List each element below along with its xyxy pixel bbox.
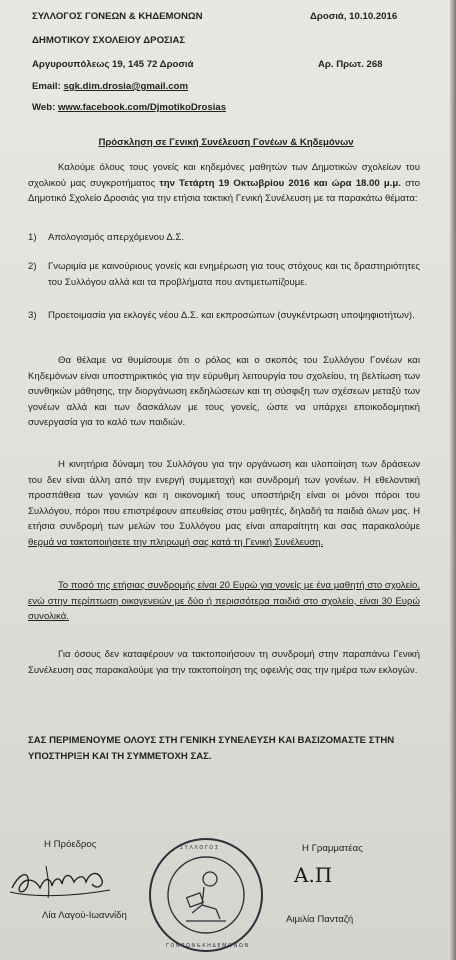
- agenda-item: [28, 308, 420, 324]
- meeting-datetime: την Τετάρτη 19 Οκτωβρίου 2016 και ώρα 18.00 μ.μ.: [159, 177, 401, 189]
- web-link[interactable]: www.facebook.com/DjmotikoDrosias: [57, 102, 227, 113]
- president-name: Λία Λαγού-Ιωαννίδη: [42, 910, 127, 921]
- agenda-text: Γνωριμία με καινούριους γονείς και ενημέρωση για τους στόχους και τις δραστηριότητες του Συλλόγου αλλά και τα προβλήματα που αντιμετωπίζουμε.: [48, 261, 420, 288]
- funding-request: θερμά να τακτοποιήσετε την πληρωμή σας κατά τη Γενική Συνέλευση.: [28, 536, 324, 548]
- letterhead-email-row: [32, 80, 188, 94]
- email-label: Email:: [32, 81, 61, 92]
- letterhead-address: Αργυρουπόλεως 19, 145 72 Δροσιά: [32, 59, 194, 70]
- funding-paragraph: [28, 457, 420, 550]
- agenda-number: 2): [28, 261, 37, 272]
- association-stamp: [146, 835, 266, 955]
- intro-paragraph: [28, 160, 420, 207]
- president-signature: [6, 858, 116, 902]
- svg-text:Γ Ο Ν Ε Ω Ν & Κ Η Δ Ε Μ Ο Ν: Γ Ο Ν Ε Ω Ν & Κ Η Δ Ε Μ Ο Ν Ω Ν: [166, 943, 249, 949]
- document-subject: Πρόσκληση σε Γενική Συνέλευση Γονέων & Κηδεμόνων: [98, 137, 354, 148]
- agenda-number: 3): [28, 310, 37, 321]
- place-date: Δροσιά, 10.10.2016: [310, 11, 398, 22]
- svg-text:Σ Υ Λ Λ Ο Γ Ο Σ: Σ Υ Λ Λ Ο Γ Ο Σ: [180, 845, 218, 851]
- agenda-text: Προετοιμασία για εκλογές νέου Δ.Σ. και εκπροσώπων (συγκέντρωση υποψηφιοτήτων).: [48, 310, 415, 321]
- arrears-paragraph: Για όσους δεν καταφέρουν να τακτοποιήσουν τη συνδρομή στην παραπάνω Γενική Συνέλευση σας παρακαλούμε για την τακτοποίηση της οφειλής σας την ημέρα των εκλογών.: [28, 649, 420, 676]
- web-label: Web:: [32, 102, 56, 113]
- funding-text: Η κινητήρια δύναμη του Συλλόγου για την οργάνωση και υλοποίηση των δράσεων του δεν είναι άλλη από την ενεργή συμμετοχή και συνδρομή των γονέων. Η εθελοντική προσπάθεια των γονιών και η οικονομική τους υποστήριξη είναι οι μόνοι πόροι του Συλλόγου, πόροι που επιστρέφουν απευθείας στου μαθητές, δηλαδή τα παιδιά όλων μας. Η ετήσια συνδρομή των μελών του Συλλόγου μας είναι απαραίτητη και σας παρακαλούμε: [28, 459, 420, 533]
- agenda-item: [28, 230, 420, 246]
- secretary-name: Αιμιλία Πανταζή: [286, 914, 354, 925]
- agenda-item: [28, 259, 420, 290]
- closing-statement: ΣΑΣ ΠΕΡΙΜΕΝΟΥΜΕ ΟΛΟΥΣ ΣΤΗ ΓΕΝΙΚΗ ΣΥΝΕΛΕΥΣΗ ΚΑΙ ΒΑΣΙΖΟΜΑΣΤΕ ΣΤΗΝ ΥΠΟΣΤΗΡΙΞΗ ΚΑΙ ΤΗ ΣΥΜΜΕΤΟΧΗ ΣΑΣ.: [28, 735, 395, 762]
- letterhead-association: ΣΥΛΛΟΓΟΣ ΓΟΝΕΩΝ & ΚΗΔΕΜΟΝΩΝ: [32, 11, 203, 22]
- president-title: Η Πρόεδρος: [44, 839, 97, 850]
- protocol-number: Αρ. Πρωτ. 268: [318, 59, 383, 70]
- secretary-signature: Α.Π: [294, 863, 333, 887]
- email-link[interactable]: sgk.dim.drosia@gmail.com: [63, 81, 188, 92]
- fee-paragraph: Το ποσό της ετήσιας συνδρομής είναι 20 Ευρώ για γονείς με ένα μαθητή στο σχολείο, ενώ στην περίπτωση οικογενειών με δύο ή περισσότερα παιδιά στο σχολείο, είναι 30 Ευρώ συνολικά.: [28, 580, 420, 623]
- intro-text-2: στο Δημοτικό Σχολείο Δροσιάς για την ετήσια τακτική Γενική Συνέλευση με τα παρακάτω θέματα:: [28, 177, 421, 205]
- secretary-title: Η Γραμματέας: [302, 843, 363, 854]
- agenda-number: 1): [28, 232, 37, 243]
- page-edge: [450, 0, 456, 960]
- agenda-text: Απολογισμός απερχόμενου Δ.Σ.: [48, 232, 185, 243]
- letterhead-web-row: [32, 101, 226, 115]
- role-paragraph: Θα θέλαμε να θυμίσουμε ότι ο ρόλος και ο σκοπός του Συλλόγου Γονέων και Κηδεμόνων είναι υποστηρικτικός για την εύρυθμη λειτουργία του σχολείου, τη βελτίωση των συνθηκών μάθησης, την διοργάνωση εκδηλώσεων και τη σύσφιξη των σχέσεων μεταξύ των γονέων αλλά και των δασκάλων με τους γονείς, ώστε να υπάρχει εποικοδομητική συνεργασία για το καλό των παιδιών.: [28, 355, 420, 429]
- letterhead-school: ΔΗΜΟΤΙΚΟΥ ΣΧΟΛΕΙΟΥ ΔΡΟΣΙΑΣ: [32, 35, 186, 46]
- intro-text-1: Καλούμε όλους τους γονείς και κηδεμόνες μαθητών των Δημοτικών σχολείων του σχολικού μας συγκροτήματος: [28, 162, 420, 189]
